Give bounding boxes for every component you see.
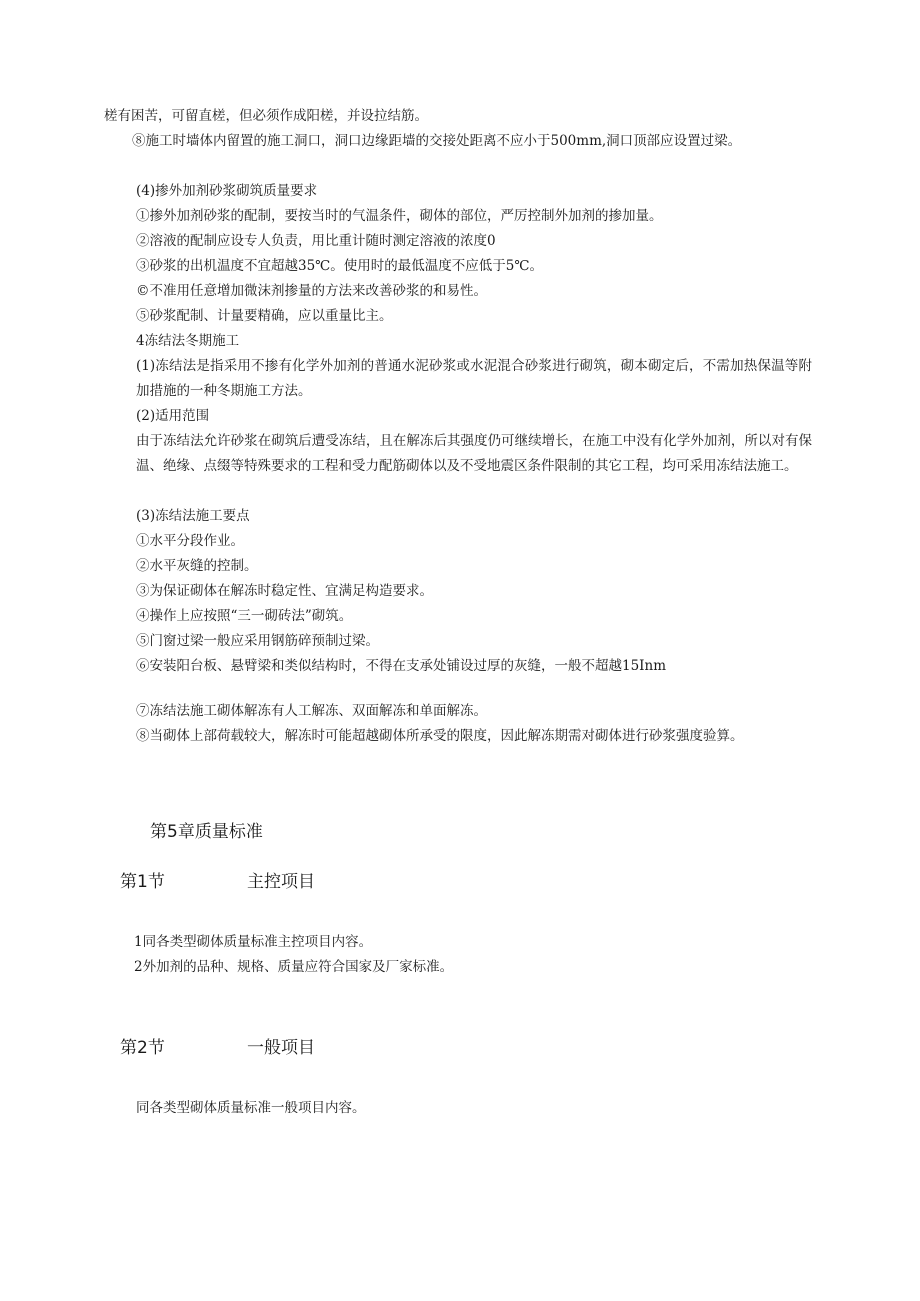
list-item: ③为保证砌体在解冻时稳定性、宜满足构造要求。 bbox=[136, 583, 433, 599]
section-heading bbox=[120, 1036, 315, 1060]
list-item: ⑥安装阳台板、悬臂梁和类似结构时，不得在支承处铺设过厚的灰缝，一般不超越15Inm bbox=[136, 658, 667, 674]
section-title: 主控项目 bbox=[247, 872, 315, 892]
list-item: ④操作上应按照“三一砌砖法”砌筑。 bbox=[136, 608, 353, 624]
list-item: ⑤门窗过梁一般应采用钢筋碎预制过梁。 bbox=[136, 633, 379, 649]
paragraph: 槎有困苦，可留直槎，但必须作成阳槎，并设拉结筋。 bbox=[104, 108, 428, 124]
paragraph: 由于冻结法允许砂浆在砌筑后遭受冻结，且在解冻后其强度仍可继续增长，在施工中没有化学外加剂，所以对有保温、绝缘、点缀等特殊要求的工程和受力配筋砌体以及不受地震区条件限制的其它工程，均可采用冻结法施工。 bbox=[136, 433, 812, 474]
subheading: 4冻结法冬期施工 bbox=[136, 333, 240, 349]
paragraph: (1)冻结法是指采用不掺有化学外加剂的普通水泥砂浆或水泥混合砂浆进行砌筑，砌本砌定后，不需加热保温等附加措施的一种冬期施工方法。 bbox=[136, 358, 812, 399]
list-item: ⑤砂浆配制、计量要精确，应以重量比主。 bbox=[136, 308, 393, 324]
list-item: 同各类型砌体质量标准一般项目内容。 bbox=[136, 1100, 366, 1116]
section-number: 第1节 bbox=[120, 872, 165, 892]
chapter-heading: 第5章质量标准 bbox=[150, 822, 263, 842]
list-item: ©不准用任意增加微沫剂掺量的方法来改善砂浆的和易性。 bbox=[136, 283, 487, 299]
list-item: ①水平分段作业。 bbox=[136, 533, 244, 549]
list-item: 2外加剂的品种、规格、质量应符合国家及厂家标准。 bbox=[134, 959, 454, 975]
paragraph: ⑧施工时墙体内留置的施工洞口，洞口边缘距墙的交接处距离不应小于500mm,洞口顶部应设置过梁。 bbox=[132, 133, 742, 149]
list-item: ③砂浆的出机温度不宜超越35℃。使用时的最低温度不应低于5℃。 bbox=[136, 258, 543, 274]
subheading: (3)冻结法施工要点 bbox=[136, 508, 250, 524]
list-item: ①掺外加剂砂浆的配制，要按当时的气温条件，砌体的部位，严厉控制外加剂的掺加量。 bbox=[136, 208, 663, 224]
section-number: 第2节 bbox=[120, 1038, 165, 1058]
list-item: ⑧当砌体上部荷载较大，解冻时可能超越砌体所承受的限度，因此解冻期需对砌体进行砂浆强度验算。 bbox=[136, 728, 744, 744]
list-item: ②溶液的配制应设专人负责，用比重计随时测定溶液的浓度0 bbox=[136, 233, 496, 249]
subheading: (2)适用范围 bbox=[136, 408, 210, 424]
list-item: ②水平灰缝的控制。 bbox=[136, 558, 258, 574]
subheading: (4)掺外加剂砂浆砌筑质量要求 bbox=[136, 183, 318, 199]
list-item: 1同各类型砌体质量标准主控项目内容。 bbox=[134, 934, 373, 950]
list-item: ⑦冻结法施工砌体解冻有人工解冻、双面解冻和单面解冻。 bbox=[136, 703, 487, 719]
section-heading bbox=[120, 870, 315, 894]
section-title: 一般项目 bbox=[247, 1038, 315, 1058]
